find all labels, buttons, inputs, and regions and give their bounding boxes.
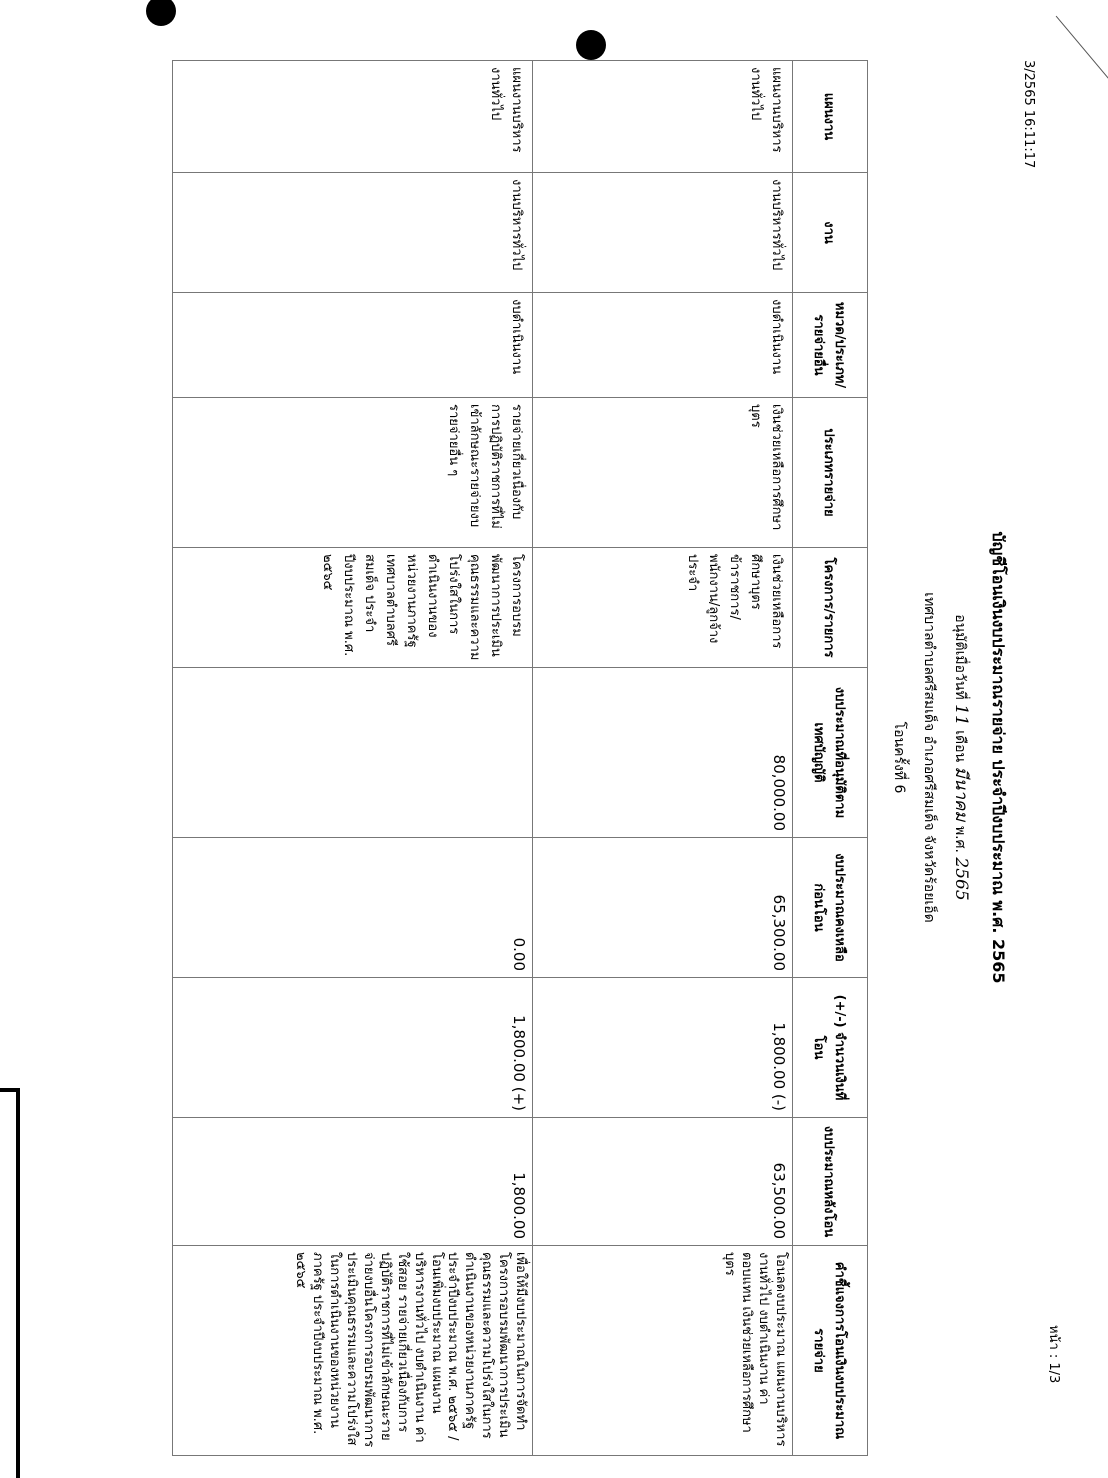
approval-month: มีนาคม [951, 766, 971, 822]
cell-expense-type: เงินช่วยเหลือการศึกษาบุตร [533, 398, 793, 548]
cell-plan: แผนงานบริหารงานทั่วไป [173, 61, 533, 173]
col-transfer: (+/-) จำนวนเงินที่โอน [793, 978, 868, 1118]
organization: เทศบาลตำบลศรีสมเด็จ อำเภอศรีสมเด็จ จังหวัดร้อยเอ็ด [921, 592, 937, 923]
cell-expense-type: รายจ่ายเกี่ยวเนื่องกับการปฏิบัติราชการที่ไม่เข้าลักษณะรายจ่ายงบรายจ่ายอื่น ๆ [173, 398, 533, 548]
col-note: คำชี้แจงการโอนเงินงบประมาณรายจ่าย [793, 1246, 868, 1456]
approval-day: 11 [951, 704, 971, 726]
document-page [28, 60, 1018, 1455]
col-after: งบประมาณหลังโอน [793, 1118, 868, 1246]
approval-year: 2565 [951, 857, 971, 901]
approval-prefix: อนุมัติเมื่อวันที่ [952, 614, 968, 700]
document-title: บัญชีโอนเงินงบประมาณรายจ่าย ประจำปีงบประมาณ พ.ศ. 2565 [989, 531, 1008, 984]
table-row [533, 61, 793, 1456]
table-row [173, 61, 533, 1456]
cell-approved: 80,000.00 [533, 668, 793, 838]
col-project: โครงการ/รายการ [793, 548, 868, 668]
col-expense-type: ประเภทรายจ่าย [793, 398, 868, 548]
cell-project: เงินช่วยเหลือการศึกษาบุตรข้าราชการ/พนักงาน/ลูกจ้างประจำ [533, 548, 793, 668]
corner-fold-line [1056, 16, 1108, 86]
cell-transfer: 1,800.00 (+) [173, 978, 533, 1118]
page-number: หน้า : 1/3 [1046, 1325, 1061, 1384]
punch-hole-top [146, 0, 176, 26]
approval-month-label: เดือน [952, 730, 968, 763]
document-header [868, 60, 1018, 1455]
cell-note: โอนลดงบประมาณ แผนงานบริหารงานทั่วไป งบดำเนินงาน ค่าตอบแทน เงินช่วยเหลือการศึกษาบุตร [533, 1246, 793, 1456]
cell-project: โครงการอบรมพัฒนาการประเมินคุณธรรมและความโปร่งใสในการดำเนินงานของหน่วยงานภาครัฐ เทศบาลตำบลศรีสมเด็จ ประจำปีงบประมาณ พ.ศ. ๒๕๖๕ [173, 548, 533, 668]
cell-work: งานบริหารทั่วไป [533, 173, 793, 293]
col-category: หมวด/ประเภท/รายจ่ายอื่น [793, 293, 868, 398]
cell-category: งบดำเนินงาน [533, 293, 793, 398]
print-timestamp: 3/2565 16:11:17 [1021, 60, 1036, 169]
cell-remaining: 65,300.00 [533, 838, 793, 978]
cell-after: 1,800.00 [173, 1118, 533, 1246]
table-header-row [793, 61, 868, 1456]
col-approved: งบประมาณที่อนุมัติตามเทศบัญญัติ [793, 668, 868, 838]
cell-approved [173, 668, 533, 838]
cell-after: 63,500.00 [533, 1118, 793, 1246]
transfer-number: โอนครั้งที่ 6 [891, 721, 907, 794]
cell-transfer: 1,800.00 (-) [533, 978, 793, 1118]
punch-hole-bottom [576, 30, 606, 60]
approval-line [948, 60, 975, 1455]
cell-category: งบดำเนินงาน [173, 293, 533, 398]
cell-note: เพื่อให้มีงบประมาณในการจัดทำโครงการอบรมพัฒนาการประเมินคุณธรรมและความโปร่งใสในการดำเนินงานของหน่วยงานภาครัฐ ประจำปีงบประมาณ พ.ศ. ๒๕๖๕ / โอนเพิ่มงบประมาณ แผนงานบริหารงานทั่วไป งบดำเนินงาน ค่าใช้สอย รายจ่ายเกี่ยวเนื่องกับการปฏิบัติราชการที่ไม่เข้าลักษณะรายจ่ายงบอื่นโครงการอบรมพัฒนาการประเมินคุณธรรมและความโปร่งใสในการดำเนินงานของหน่วยงานภาครัฐ ประจำปีงบประมาณ พ.ศ. ๒๕๖๕ [173, 1246, 533, 1456]
col-plan: แผนงาน [793, 61, 868, 173]
scan-edge-bar [0, 1088, 20, 1478]
cell-work: งานบริหารทั่วไป [173, 173, 533, 293]
budget-transfer-table [172, 60, 868, 1456]
approval-year-label: พ.ศ. [952, 825, 968, 853]
cell-remaining: 0.00 [173, 838, 533, 978]
col-remaining: งบประมาณคงเหลือก่อนโอน [793, 838, 868, 978]
col-work: งาน [793, 173, 868, 293]
cell-plan: แผนงานบริหารงานทั่วไป [533, 61, 793, 173]
